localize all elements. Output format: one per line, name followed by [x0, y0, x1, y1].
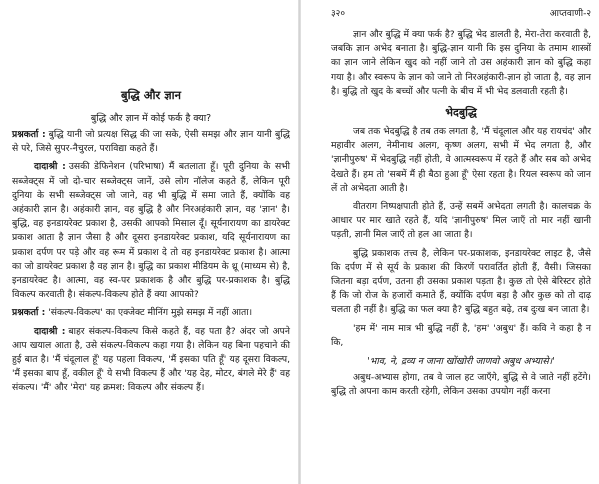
speaker-label: प्रश्नकर्ता : — [12, 129, 46, 140]
verse-quote: 'भाव, ने, द्रव्य न जाना खोंखोरी जाणवो अबुध अभ्यासे।' — [367, 356, 555, 368]
section-title: भेदबुद्धि — [445, 106, 477, 120]
paragraph: ज्ञान और बुद्धि में क्या फर्क है? बुद्धि भेद डालती है, मेरा-तेरा करवाती है, जबकि ज्ञान अभेद बनाता है। बुद्धि-ज्ञान यानी कि इस दुनिया के तमाम शास्त्रों का ज्ञान जाने लेकिन खुद को नहीं जाने तो उस अहंकारी ज्ञान को बुद्धि कहा गया है। और स्वरूप के ज्ञान को जाने तो निरअहंकारी-ज्ञान हो जाता है, वह ज्ञान है। बुद्धि तो खुद के बच्चों और पत्नी के बीच में भी भेद डलवाती रहती है। — [331, 29, 591, 97]
paragraph: बुद्धि प्रकाशक तत्त्व है, लेकिन पर-प्रकाशक, इनडायरेक्ट लाइट है, जैसे कि दर्पण में से सूर्य के प्रकाश की किरणें परावर्तित होती हैं, वैसी। जिसका जितना बड़ा दर्पण, उतना ही उसका प्रकाश पड़ता है। कुछ तो ऐसे बेरिस्टर होते हैं कि जो रोज के हजारों कमाते हैं, क्योंकि दर्पण बड़ा है और कुछ को तो दाढ़ चलता ही नहीं है। बुद्धि का फल क्या है? बुद्धि बहुत बढ़े, तब दुःख बन जाता है। — [331, 247, 591, 316]
dialogue-block — [12, 306, 290, 320]
dialogue-block — [12, 160, 290, 302]
dialogue-text: उसकी डेफिनेशन (परिभाषा) मैं बतलाता हूँ। पूरी दुनिया के सभी सब्जेक्ट्स में जो दो-चार सब्जेक्ट्स जानें, उसे लोग नॉलेज कहते हैं, लेकिन पूरी दुनिया के सभी सब्जेक्ट्स जो जाने, वह भी बुद्धि में समा जाते हैं, क्योंकि वह अहंकारी ज्ञान है। अहंकारी ज्ञान, वह बुद्धि है और निरअहंकारी ज्ञान, वह 'ज्ञान' है। बुद्धि, वह इनडायरेक्ट प्रकाश है, उसकी आपको मिसाल दूँ। सूर्यनारायण का डायरेक्ट प्रकाश आता है ज्ञान जैसा है और दूसरा इनडायरेक्ट प्रकाश, यदि सूर्यनारायण का प्रकाश दर्पण पर पड़े और वह रूम में प्रकाश दे तो वह इनडायरेक्ट प्रकाश है। आत्मा का जो डायरेक्ट प्रकाश है वह ज्ञान है। बुद्धि का प्रकाश मीडियम के थ्रू (माध्यम से) है, इनडायरेक्ट है। आत्मा, वह स्व-पर प्रकाशक है और बुद्धि पर-प्रकाशक है। बुद्धि विकल्प करवाती है। संकल्प-विकल्प होते हैं क्या आपको? — [12, 161, 290, 301]
chapter-title: बुद्धि और ज्ञान — [121, 88, 181, 102]
speaker-label: दादाश्री : — [34, 161, 66, 173]
running-title: आप्तवाणी-२ — [549, 9, 591, 19]
left-running-head — [12, 0, 290, 28]
opening-question: बुद्धि और ज्ञान में कोई फर्क है क्या? — [90, 113, 212, 124]
dialogue-text: 'संकल्प-विकल्प' का एक्जेक्ट मीनिंग मुझे समझ में नहीं आता। — [48, 307, 253, 319]
speaker-label: दादाश्री : — [34, 325, 66, 337]
dialogue-block — [12, 325, 290, 396]
left-page — [0, 0, 296, 484]
paragraph: वीतराग निष्पक्षपाती होते हैं, उन्हें सबमें अभेदता लगती है। कालचक्र के आधार पर मार खाते रहते हैं, यदि 'ज्ञानीपुरुष' मिल जाएँ तो मार नहीं खानी पड़ती, ज्ञानी मिल जाएँ तो हल आ जाता है। — [331, 201, 591, 241]
speaker-label: प्रश्नकर्ता : — [12, 307, 46, 319]
dialogue-text: बुद्धि यानी जो प्रत्यक्ष सिद्ध की जा सके, ऐसी समझ और ज्ञान यानी बुद्धि से परे, जिसे सुपर-नैचुरल, पराविद्या कहते हैं। — [12, 129, 290, 155]
paragraph: अबुध-अभ्यास होगा, तब वे जाल हट जाएँगे, बुद्धि से वे जाते नहीं हटेंगे। बुद्धि तो अपना काम करती रहेगी, लेकिन उसका उपयोग नहीं करना — [331, 372, 591, 398]
right-running-head — [331, 0, 591, 28]
right-page-number: ३२० — [331, 9, 346, 19]
paragraph: जब तक भेदबुद्धि है तब तक लगता है, 'मैं चंदूलाल और यह रायचंद' और महावीर अलग, नेमीनाथ अलग, कृष्ण अलग, सभी में भेद लगता है, और 'ज्ञानीपुरुष' में भेदबुद्धि नहीं होती, वे आत्मस्वरूप में रहते हैं और सब को अभेद देखते हैं। हम तो 'सबमें मैं ही बैठा हुआ हूँ' ऐसा रहता है। रियल स्वरूप को जान लें तो अभेदता आती है। — [331, 126, 591, 194]
dialogue-block — [12, 128, 290, 156]
right-page — [303, 0, 599, 484]
paragraph: 'हम में' नाम मात्र भी बुद्धि नहीं है, 'हम' 'अबुध' हैं। कवि ने कहा है न कि, — [331, 322, 591, 348]
dialogue-text: बाहर संकल्प-विकल्प किसे कहते हैं, वह पता है? अंदर जो अपने आप खयाल आता है, उसे संकल्प-विकल्प कहा गया है। लेकिन यह बिना पहचाने की हुई बात है। 'मैं चंदूलाल हूँ' यह पहला विकल्प, 'मैं इसका पति हूँ' यह दूसरा विकल्प, 'मैं इसका बाप हूँ, वकील हूँ' ये सभी विकल्प हैं और 'यह देह, मोटर, बंगले मेरे हैं' वह संकल्प। 'मैं' और 'मेरा' यह क्रमश: विकल्प और संकल्प हैं। — [12, 325, 290, 394]
page-gutter — [298, 0, 301, 484]
